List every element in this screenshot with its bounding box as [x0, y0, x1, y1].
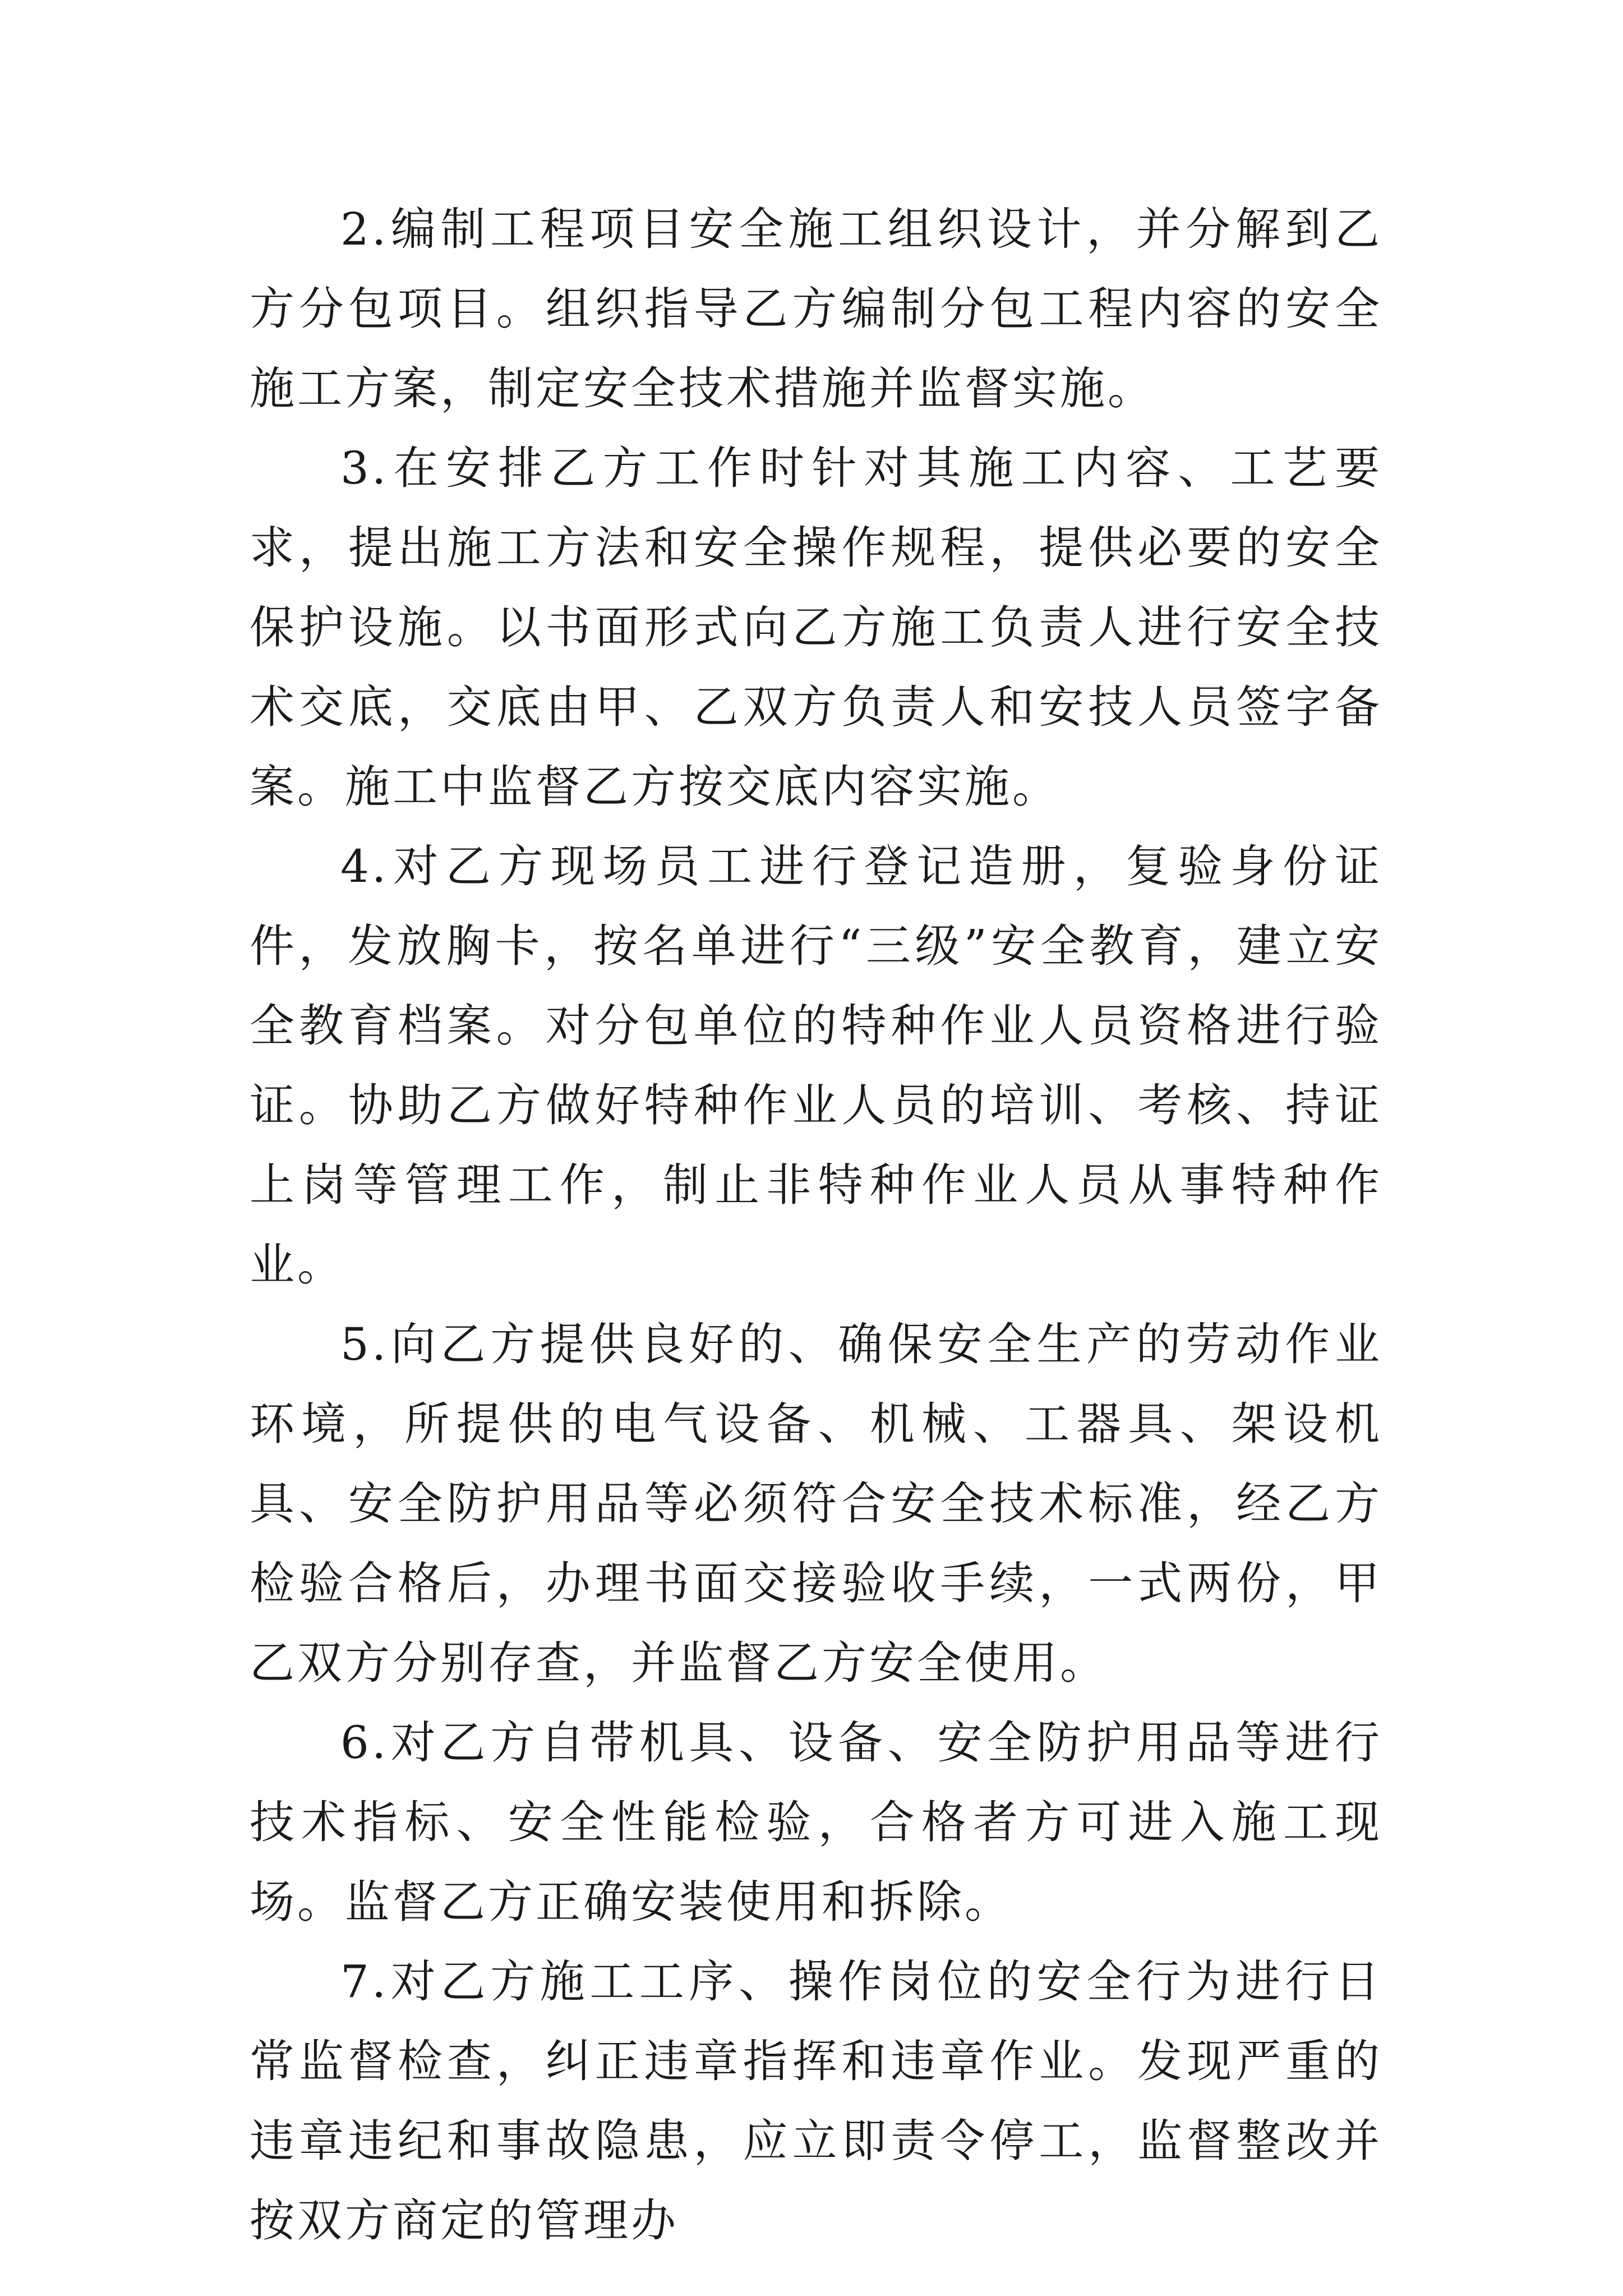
paragraph-item-6: 6.对乙方自带机具、设备、安全防护用品等进行技术指标、安全性能检验，合格者方可进入施工现场。监督乙方正确安装使用和拆除。: [250, 1717, 1382, 1928]
paragraph-item-7: 7.对乙方施工工序、操作岗位的安全行为进行日常监督检查，纠正违章指挥和违章作业。发现严重的违章违纪和事故隐患，应立即责令停工，监督整改并按双方商定的管理办: [250, 1955, 1382, 2247]
paragraph-item-3: 3.在安排乙方工作时针对其施工内容、工艺要求，提出施工方法和安全操作规程，提供必要的安全保护设施。以书面形式向乙方施工负责人进行安全技术交底，交底由甲、乙双方负责人和安技人员签字备案。施工中监督乙方按交底内容实施。: [250, 442, 1382, 813]
document-body: [250, 190, 1382, 2261]
paragraph-item-4: 4.对乙方现场员工进行登记造册，复验身份证件，发放胸卡，按名单进行“三级”安全教育，建立安全教育档案。对分包单位的特种作业人员资格进行验证。协助乙方做好特种作业人员的培训、考核、持证上岗等管理工作，制止非特种作业人员从事特种作业。: [250, 840, 1382, 1291]
paragraph-item-2: 2.编制工程项目安全施工组织设计，并分解到乙方分包项目。组织指导乙方编制分包工程内容的安全施工方案，制定安全技术措施并监督实施。: [250, 203, 1382, 415]
paragraph-item-5: 5.向乙方提供良好的、确保安全生产的劳动作业环境，所提供的电气设备、机械、工器具、架设机具、安全防护用品等必须符合安全技术标准，经乙方检验合格后，办理书面交接验收手续，一式两份，甲乙双方分别存查，并监督乙方安全使用。: [250, 1318, 1382, 1689]
